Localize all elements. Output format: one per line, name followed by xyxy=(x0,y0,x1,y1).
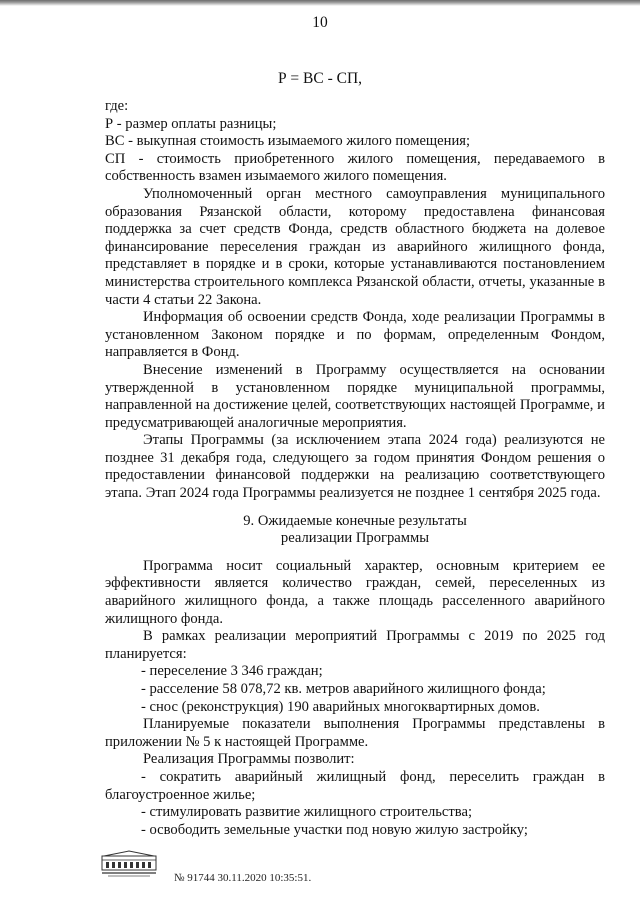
paragraph: В рамках реализации мероприятий Программы с 2019 по 2025 год планируется: xyxy=(105,628,605,662)
spacer xyxy=(105,548,605,558)
document-body xyxy=(105,98,605,839)
page-number: 10 xyxy=(312,14,328,31)
definitions-intro: где: xyxy=(105,98,129,114)
section-title: реализации Программы xyxy=(280,530,430,547)
paragraph: Уполномоченный орган местного самоуправления муниципального образования Рязанской области, которому предоставлена финансовая поддержка за счет средств Фонда, средств областного бюджета на долевое финансирование переселения граждан из аварийного жилищного фонда, представляет в порядке и в сроки, которые устанавливаются постановлением министерства строительного комплекса Рязанской области, отчеты, указанные в части 4 статьи 22 Закона. xyxy=(105,185,605,308)
spacer xyxy=(105,503,605,513)
list-item: - переселение 3 346 граждан; xyxy=(141,663,323,680)
definition-item: СП - стоимость приобретенного жилого помещения, передаваемого в собственность взамен изымаемого жилого помещения. xyxy=(105,150,605,185)
list-item: - снос (реконструкция) 190 аварийных многоквартирных домов. xyxy=(141,698,540,715)
paragraph: Программа носит социальный характер, основным критерием ее эффективности является количество граждан, семей, переселенных из аварийного жилищного фонда, а также площадь расселенного аварийного жилищного фонда. xyxy=(105,557,605,627)
scan-edge xyxy=(0,0,640,6)
section-title: 9. Ожидаемые конечные результаты xyxy=(243,512,467,529)
definition-item: ВС - выкупная стоимость изымаемого жилого помещения; xyxy=(105,133,471,150)
list-item: - сократить аварийный жилищный фонд, переселить граждан в благоустроенное жилье; xyxy=(105,768,605,803)
paragraph: Реализация Программы позволит: xyxy=(143,751,355,768)
paragraph: Планируемые показатели выполнения Программы представлены в приложении № 5 к настоящей Программе. xyxy=(105,716,605,750)
list-item: - освободить земельные участки под новую жилую застройку; xyxy=(141,821,528,838)
paragraph: Этапы Программы (за исключением этапа 2024 года) реализуются не позднее 31 декабря года, следующего за годом принятия Фондом решения о предоставлении финансовой поддержки на реализацию соответствующего этапа. Этап 2024 года Программы реализуется не позднее 1 сентября 2025 года. xyxy=(105,432,605,502)
list-item: - расселение 58 078,72 кв. метров аварийного жилищного фонда; xyxy=(141,681,546,697)
paragraph: Внесение изменений в Программу осуществляется на основании утвержденной в установленном порядке муниципальной программы, направленной на достижение целей, соответствующих настоящей Программе, и предусматривающей аналогичные мероприятия. xyxy=(105,361,605,431)
formula: Р = ВС - СП, xyxy=(277,70,363,87)
paragraph: Информация об освоении средств Фонда, ходе реализации Программы в установленном Законом порядке и по формам, определенным Фондом, направляется в Фонд. xyxy=(105,309,605,361)
list-item: - стимулировать развитие жилищного строительства; xyxy=(141,804,472,821)
definition-item: Р - размер оплаты разницы; xyxy=(105,115,277,132)
document-registration-code: № 91744 30.11.2020 10:35:51. xyxy=(174,872,312,884)
seal-stamp xyxy=(100,850,158,878)
